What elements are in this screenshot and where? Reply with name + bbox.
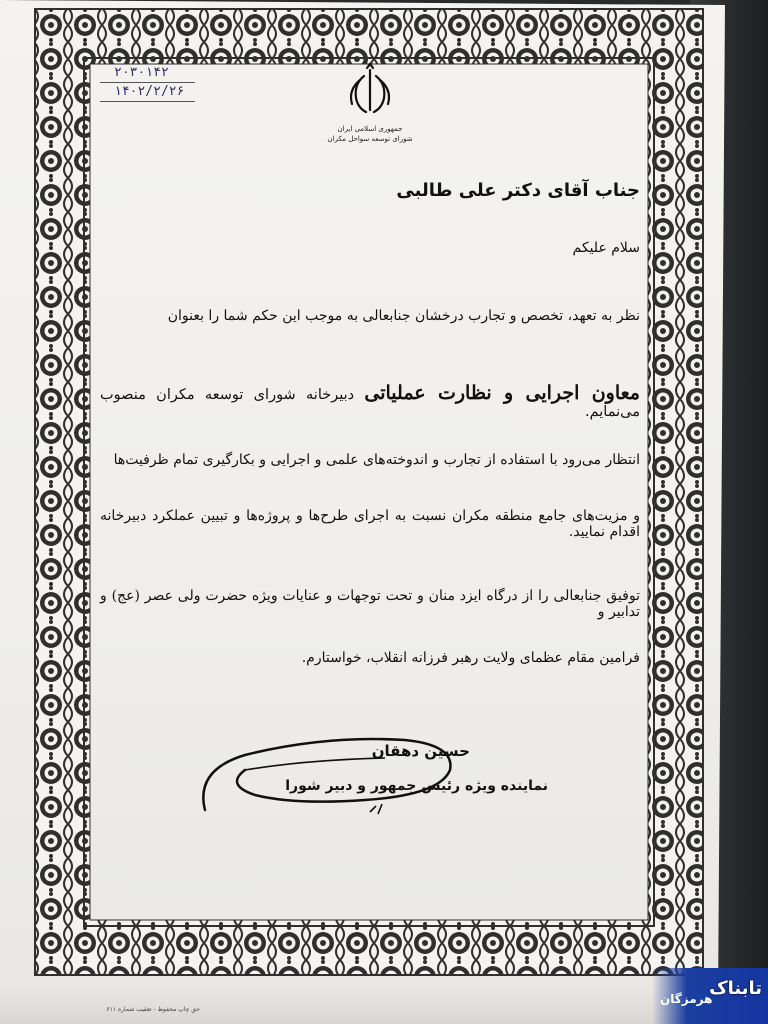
watermark-region: هرمزگان <box>660 992 713 1006</box>
letterhead-text <box>325 124 415 144</box>
salutation: سلام علیکم <box>572 240 640 256</box>
body-paragraph-5: توفیق جنابعالی را از درگاه ایزد منان و تحت توجهات و عنایات ویژه حضرت ولی عصر (عج) و تدابیر و <box>100 588 641 620</box>
paper-bottom-edge <box>0 985 740 1024</box>
signatory-title: نماینده ویژه رئیس جمهور و دبیر شورا <box>285 778 548 794</box>
news-watermark <box>652 968 768 1024</box>
letter-content <box>100 60 640 920</box>
body-paragraph-6: فرامین مقام عظمای ولایت رهبر فرزانه انقلاب، خواستارم. <box>301 650 640 666</box>
body-paragraph-2 <box>100 382 640 420</box>
footer-print-note: حق چاپ محفوظ - تعقیب شماره ۶۱۱ <box>106 1006 200 1013</box>
appointment-rest: دبیرخانه شورای توسعه مکران منصوب می‌نمایم. <box>100 387 640 420</box>
body-paragraph-1: نظر به تعهد، تخصص و تجارب درخشان جنابعالی به موجب این حکم شما را بعنوان <box>167 308 640 324</box>
appointment-title: معاون اجرایی و نظارت عملیاتی <box>364 382 640 404</box>
body-paragraph-4: و مزیت‌های جامع منطقه مکران نسبت به اجرای طرح‌ها و پروژه‌ها و تبیین عملکرد دبیرخانه اقدام نمایید. <box>100 508 640 540</box>
handwritten-signature <box>185 700 465 830</box>
letterhead-line-2: شورای توسعه سواحل مکران <box>327 135 413 143</box>
reference-date: ۱۴۰۲/۲/۲۶ <box>100 83 195 102</box>
iran-emblem-icon <box>340 62 400 122</box>
reference-number: ۲۰۳۰۱۴۲ <box>100 64 195 83</box>
body-paragraph-3: انتظار می‌رود با استفاده از تجارب و اندوخته‌های علمی و اجرایی و بکارگیری تمام ظرفیت‌ها <box>113 452 640 468</box>
reference-block <box>100 64 195 102</box>
watermark-brand: تابناک <box>709 978 762 999</box>
letterhead-line-1: جمهوری اسلامی ایران <box>337 125 403 133</box>
signatory-name: حسین دهقان <box>371 742 470 760</box>
addressee: جناب آقای دکتر علی طالبی <box>396 180 640 201</box>
